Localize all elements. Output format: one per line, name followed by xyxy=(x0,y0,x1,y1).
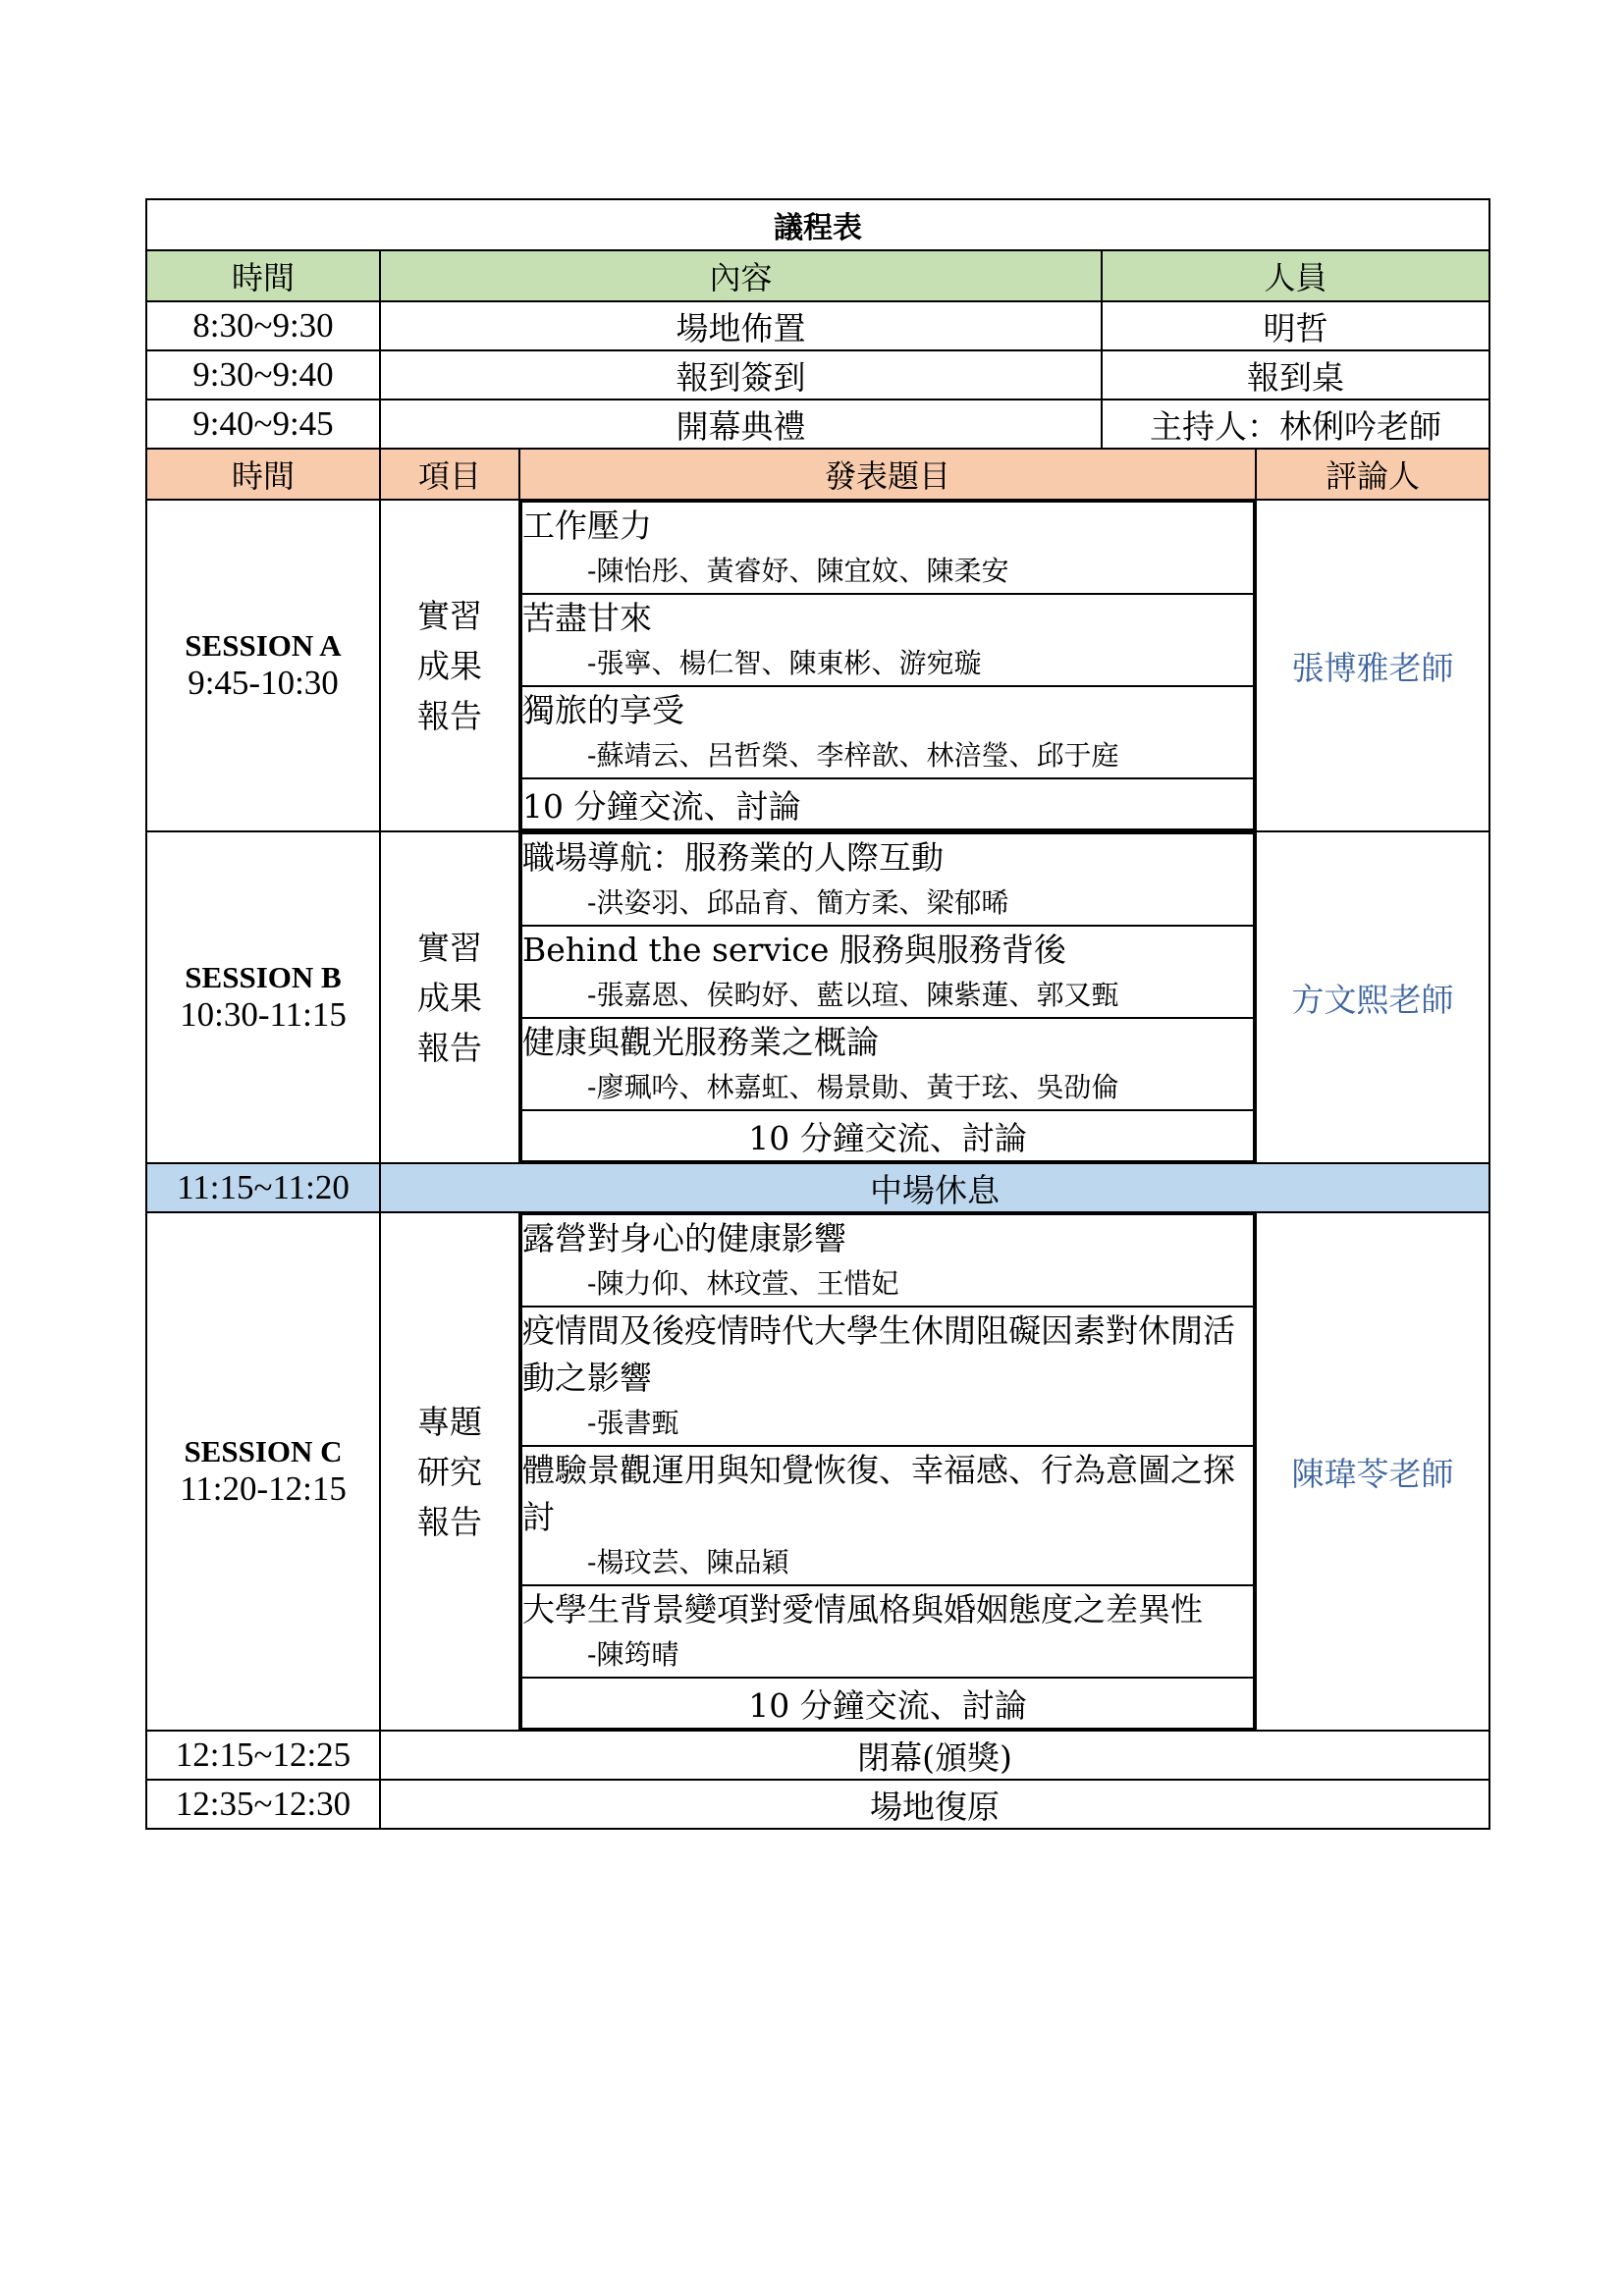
session-time: 9:45-10:30 xyxy=(188,664,339,702)
topic-authors: -洪姿羽、邱品育、簡方柔、梁郁晞 xyxy=(587,886,1009,919)
topic xyxy=(521,833,1254,926)
prelim-time: 9:40~9:45 xyxy=(146,400,380,449)
session-time-cell xyxy=(146,500,380,831)
prelim-staff: 主持人：林俐吟老師 xyxy=(1102,400,1489,449)
item-line: 成果 xyxy=(417,978,482,1017)
topic-authors: -陳力仰、林玟萱、王惜妃 xyxy=(587,1267,899,1300)
header-item: 項目 xyxy=(380,449,519,500)
topic-title: 苦盡甘來 xyxy=(522,599,652,637)
topic xyxy=(521,1585,1254,1678)
agenda-table xyxy=(145,198,1490,1830)
item-line: 報告 xyxy=(417,1502,482,1541)
header-reviewer: 評論人 xyxy=(1256,449,1489,500)
item-line: 實習 xyxy=(417,596,482,635)
session-topics xyxy=(519,1212,1256,1731)
topic-title: 疫情間及後疫情時代大學生休閒阻礙因素對休閒活動之影響 xyxy=(522,1311,1235,1397)
session-row-a xyxy=(146,500,1489,831)
item-line: 研究 xyxy=(417,1452,482,1491)
discussion xyxy=(521,778,1254,829)
topic-title: Behind the service 服務與服務背後 xyxy=(522,931,1066,969)
agenda-title: 議程表 xyxy=(146,199,1489,250)
discussion-label: 10 分鐘交流、討論 xyxy=(521,1110,1254,1161)
topic-authors: -張寧、楊仁智、陳東彬、游宛璇 xyxy=(587,647,982,679)
topic-list xyxy=(520,1213,1255,1730)
prelim-time: 9:30~9:40 xyxy=(146,350,380,400)
header-row-1 xyxy=(146,250,1489,301)
session-time-cell xyxy=(146,1212,380,1731)
topic-authors: -張嘉恩、侯畇妤、藍以瑄、陳紫蓮、郭又甄 xyxy=(587,979,1119,1011)
prelim-content: 開幕典禮 xyxy=(380,400,1102,449)
item-line: 實習 xyxy=(417,928,482,967)
header-staff: 人員 xyxy=(1102,250,1489,301)
discussion-label: 10 分鐘交流、討論 xyxy=(521,1678,1254,1729)
session-label: SESSION A xyxy=(185,628,342,663)
topic-authors: -楊玟芸、陳品穎 xyxy=(587,1546,789,1578)
closing-row xyxy=(146,1731,1489,1780)
topic-authors: -蘇靖云、呂哲榮、李梓歆、林涪瑩、邱于庭 xyxy=(587,739,1119,772)
topic-title: 獨旅的享受 xyxy=(522,691,684,729)
break-row xyxy=(146,1163,1489,1212)
closing-time: 12:15~12:25 xyxy=(146,1731,380,1780)
header-topic: 發表題目 xyxy=(519,449,1256,500)
session-reviewer: 陳瑋苓老師 xyxy=(1256,1212,1489,1731)
session-topics xyxy=(519,831,1256,1163)
session-row-c xyxy=(146,1212,1489,1731)
topic-title: 工作壓力 xyxy=(522,507,652,545)
header-row-2 xyxy=(146,449,1489,500)
item-line: 報告 xyxy=(417,1028,482,1067)
session-topics xyxy=(519,500,1256,831)
topic xyxy=(521,1307,1254,1446)
session-item xyxy=(380,1212,519,1731)
topic-title: 大學生背景變項對愛情風格與婚姻態度之差異性 xyxy=(522,1590,1203,1629)
session-time: 11:20-12:15 xyxy=(180,1469,347,1508)
title-row xyxy=(146,199,1489,250)
session-time: 10:30-11:15 xyxy=(180,995,347,1034)
session-label: SESSION B xyxy=(185,960,342,994)
topic xyxy=(521,686,1254,778)
prelim-content: 場地佈置 xyxy=(380,301,1102,350)
closing-row xyxy=(146,1780,1489,1829)
topic-title: 職場導航：服務業的人際互動 xyxy=(522,838,944,877)
closing-content: 閉幕(頒獎) xyxy=(380,1731,1489,1780)
header-time: 時間 xyxy=(146,250,380,301)
topic xyxy=(521,1446,1254,1585)
session-item xyxy=(380,831,519,1163)
prelim-row xyxy=(146,301,1489,350)
break-label: 中場休息 xyxy=(380,1163,1489,1212)
topic-title: 體驗景觀運用與知覺恢復、幸福感、行為意圖之探討 xyxy=(522,1451,1235,1536)
break-time: 11:15~11:20 xyxy=(146,1163,380,1212)
session-time-cell xyxy=(146,831,380,1163)
prelim-staff: 報到桌 xyxy=(1102,350,1489,400)
topic-title: 健康與觀光服務業之概論 xyxy=(522,1023,879,1061)
prelim-content: 報到簽到 xyxy=(380,350,1102,400)
topic xyxy=(521,502,1254,594)
topic-authors: -張書甄 xyxy=(587,1407,679,1439)
topic xyxy=(521,926,1254,1018)
session-row-b xyxy=(146,831,1489,1163)
discussion xyxy=(521,1110,1254,1161)
prelim-row xyxy=(146,400,1489,449)
session-label: SESSION C xyxy=(184,1434,343,1468)
header-content: 內容 xyxy=(380,250,1102,301)
topic-list xyxy=(520,832,1255,1162)
prelim-time: 8:30~9:30 xyxy=(146,301,380,350)
closing-content: 場地復原 xyxy=(380,1780,1489,1829)
closing-time: 12:35~12:30 xyxy=(146,1780,380,1829)
discussion-label: 10 分鐘交流、討論 xyxy=(521,778,1254,829)
header-time: 時間 xyxy=(146,449,380,500)
topic xyxy=(521,594,1254,686)
topic-authors: -陳筠晴 xyxy=(587,1638,679,1671)
prelim-staff: 明哲 xyxy=(1102,301,1489,350)
session-item xyxy=(380,500,519,831)
topic-list xyxy=(520,501,1255,830)
topic-authors: -廖珮吟、林嘉虹、楊景勛、黃于玹、吳劭倫 xyxy=(587,1071,1119,1103)
discussion xyxy=(521,1678,1254,1729)
topic-authors: -陳怡彤、黃睿妤、陳宜妏、陳柔安 xyxy=(587,555,1009,587)
topic xyxy=(521,1018,1254,1110)
topic xyxy=(521,1214,1254,1307)
prelim-row xyxy=(146,350,1489,400)
topic-title: 露營對身心的健康影響 xyxy=(522,1219,846,1257)
item-line: 成果 xyxy=(417,646,482,685)
item-line: 專題 xyxy=(417,1402,482,1441)
item-line: 報告 xyxy=(417,696,482,735)
session-reviewer: 張博雅老師 xyxy=(1256,500,1489,831)
session-reviewer: 方文熙老師 xyxy=(1256,831,1489,1163)
